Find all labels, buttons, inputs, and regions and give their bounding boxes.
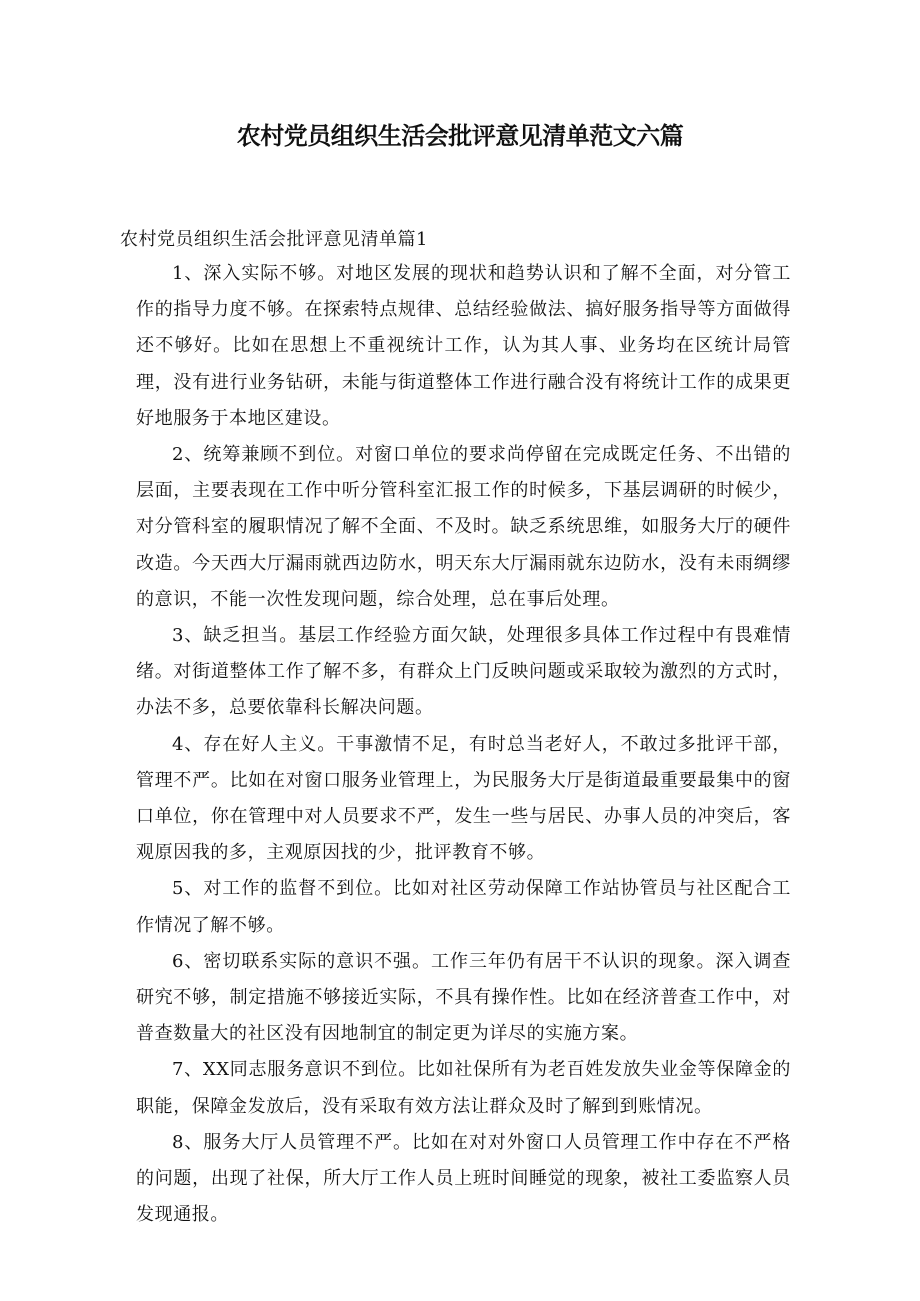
paragraph-item-5: 5、对工作的监督不到位。比如对社区劳动保障工作站协管员与社区配合工作情况了解不够。 <box>136 878 791 936</box>
paragraph-item-3: 3、缺乏担当。基层工作经验方面欠缺，处理很多具体工作过程中有畏难情绪。对街道整体工作了解不多，有群众上门反映问题或采取较为激烈的方式时，办法不多，总要依靠科长解决问题。 <box>136 625 791 719</box>
paragraph-item-4: 4、存在好人主义。干事激情不足，有时总当老好人，不敢过多批评干部，管理不严。比如在对窗口服务业管理上，为民服务大厅是街道最重要最集中的窗口单位，你在管理中对人员要求不严，发生一些与居民、办事人员的冲突后，客观原因我的多，主观原因找的少，批评教育不够。 <box>136 733 791 864</box>
paragraph-item-1: 1、深入实际不够。对地区发展的现状和趋势认识和了解不全面，对分管工作的指导力度不够。在探索特点规律、总结经验做法、搞好服务指导等方面做得还不够好。比如在思想上不重视统计工作，认为其人事、业务均在区统计局管理，没有进行业务钻研，未能与街道整体工作进行融合没有将统计工作的成果更好地服务于本地区建设。 <box>136 263 791 429</box>
paragraph-item-6: 6、密切联系实际的意识不强。工作三年仍有居干不认识的现象。深入调查研究不够，制定措施不够接近实际，不具有操作性。比如在经济普查工作中，对普查数量大的社区没有因地制宜的制定更为详尽的实施方案。 <box>136 950 791 1045</box>
section-heading: 农村党员组织生活会批评意见清单篇1 <box>120 229 428 250</box>
paragraph-item-7: 7、XX同志服务意识不到位。比如社保所有为老百姓发放失业金等保障金的职能，保障金发放后，没有采取有效方法让群众及时了解到到账情况。 <box>136 1059 791 1117</box>
document-body <box>136 256 791 1233</box>
paragraph-item-8: 8、服务大厅人员管理不严。比如在对对外窗口人员管理工作中存在不严格的问题，出现了社保，所大厅工作人员上班时间睡觉的现象，被社工委监察人员发现通报。 <box>136 1131 791 1226</box>
document-title: 农村党员组织生活会批评意见清单范文六篇 <box>236 122 684 150</box>
paragraph-item-2: 2、统筹兼顾不到位。对窗口单位的要求尚停留在完成既定任务、不出错的层面，主要表现在工作中听分管科室汇报工作的时候多，下基层调研的时候少，对分管科室的履职情况了解不全面、不及时。缺乏系统思维，如服务大厅的硬件改造。今天西大厅漏雨就西边防水，明天东大厅漏雨就东边防水，没有未雨绸缪的意识，不能一次性发现问题，综合处理，总在事后处理。 <box>136 444 791 610</box>
